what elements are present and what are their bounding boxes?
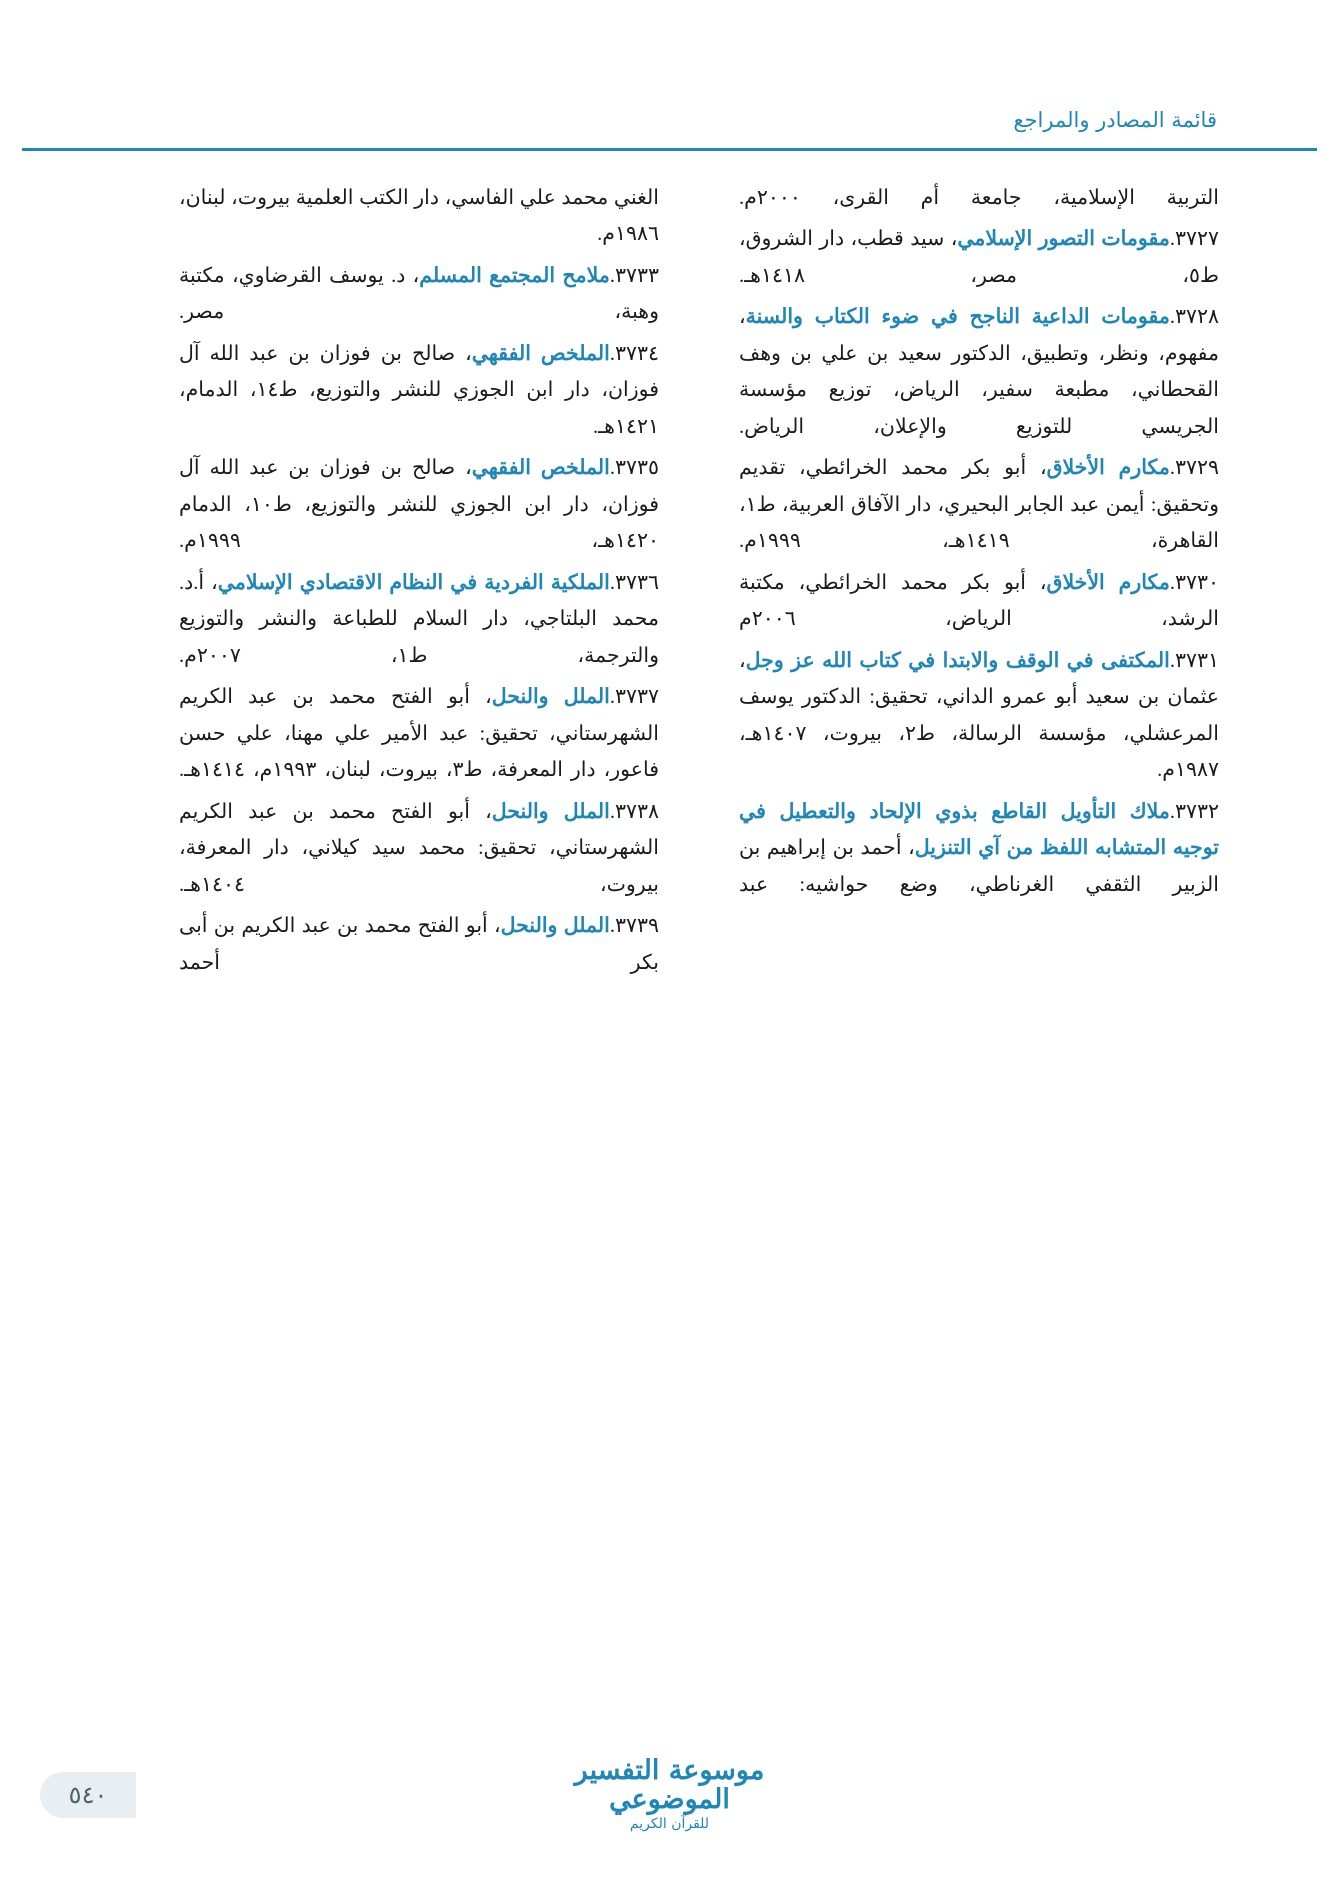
entry-number: ٣٧٣٣. [609,264,659,287]
entry-title: مقومات الداعية الناجح في ضوء الكتاب والسنة [745,306,1170,329]
page-footer [0,1746,1339,1836]
entry-number: ٣٧٣٨. [609,800,660,823]
entry-title: الملخص الفقهي [471,457,610,480]
entry-number: ٣٧٣٥. [609,457,659,480]
entry-details: ، د. يوسف القرضاوي، مكتبة وهبة، مصر. [179,264,659,324]
page-number: ٥٤٠ [40,1772,136,1818]
entry-details: ، أبو بكر محمد الخرائطي، تقديم وتحقيق: أيمن عبد الجابر البحيري، دار الآفاق العربية، ط١، القاهرة، ١٤١٩هـ، ١٩٩٩م. [739,457,1219,553]
entry-title: الملخص الفقهي [471,342,610,365]
entry-details: ، أ.د. محمد البلتاجي، دار السلام للطباعة والنشر والتوزيع والترجمة، ط١، ٢٠٠٧م. [179,571,659,667]
entry-details: ، مفهوم، ونظر، وتطبيق، الدكتور سعيد بن علي بن وهف القحطاني، مطبعة سفير، الرياض، توزيع مؤسسة الجريسي للتوزيع والإعلان، الرياض. [739,306,1219,438]
list-item [179,565,659,674]
list-item [179,450,659,559]
list-item [739,643,1219,789]
entry-number: ٣٧٣٧. [609,686,660,709]
list-item [179,679,659,788]
entry-title: ملامح المجتمع المسلم [419,264,610,287]
entry-title: الملكية الفردية في النظام الاقتصادي الإسلامي [217,571,610,594]
entry-number: ٣٧٢٧. [1169,228,1219,251]
entry-details: ، صالح بن فوزان بن عبد الله آل فوزان، دار ابن الجوزي للنشر والتوزيع، ط١٤، الدمام، ١٤٢١هـ. [179,342,659,438]
entry-title: مقومات التصور الإسلامي [957,228,1170,251]
entry-details: ، أحمد بن إبراهيم بن الزبير الثقفي الغرناطي، وضع حواشيه: عبد [739,837,1219,896]
entry-title: مكارم الأخلاق [1046,571,1170,594]
entry-details: ، سيد قطب، دار الشروق، ط٥، مصر، ١٤١٨هـ. [739,228,1219,287]
entry-title: الملل والنحل [491,800,610,823]
list-item [179,336,659,445]
entry-details: ، أبو الفتح محمد بن عبد الكريم بن أبى بكر أحمد [179,915,659,974]
entry-number: ٣٧٣١. [1169,649,1219,672]
list-item: الغني محمد علي الفاسي، دار الكتب العلمية بيروت، لبنان، ١٩٨٦م. [179,187,659,246]
entry-number: ٣٧٣٦. [609,571,659,594]
bibliography-columns [120,180,1219,1450]
entry-number: ٣٧٢٨. [1169,306,1219,329]
publisher-logo [555,1757,785,1832]
column-left [179,180,659,1450]
entry-number: ٣٧٣٠. [1169,571,1219,594]
list-item [739,221,1219,294]
list-item [179,908,659,981]
header-title: قائمة المصادر والمراجع [1013,108,1217,132]
list-item [739,794,1219,903]
list-item [179,258,659,331]
entry-number: ٣٧٣٩. [609,915,660,938]
list-item [179,794,659,903]
entry-title: الملل والنحل [500,915,610,938]
page-header [0,108,1339,168]
entry-number: ٣٧٢٩. [1169,457,1219,480]
entry-details: ، أبو الفتح محمد بن عبد الكريم الشهرستاني، تحقيق: عبد الأمير علي مهنا، علي حسن فاعور، دار المعرفة، ط٣، بيروت، لبنان، ١٩٩٣م، ١٤١٤هـ. [179,686,660,782]
entry-details: ، عثمان بن سعيد أبو عمرو الداني، تحقيق: الدكتور يوسف المرعشلي، مؤسسة الرسالة، ط٢، بيروت، ١٤٠٧هـ، ١٩٨٧م. [739,649,1219,782]
logo-subtitle: للقرآن الكريم [629,1816,710,1832]
logo-title: موسوعة التفسير الموضوعي [574,1755,765,1815]
entry-number: ٣٧٣٢. [1169,800,1219,823]
list-item [739,450,1219,559]
entry-details: ، صالح بن فوزان بن عبد الله آل فوزان، دار ابن الجوزي للنشر والتوزيع، ط١٠، الدمام ١٤٢٠هـ، ١٩٩٩م. [179,457,659,553]
entry-title: مكارم الأخلاق [1046,457,1170,480]
list-item: التربية الإسلامية، جامعة أم القرى، ٢٠٠٠م. [739,187,1219,209]
entry-details: ، أبو الفتح محمد بن عبد الكريم الشهرستاني، تحقيق: محمد سيد كيلاني، دار المعرفة، بيروت، ١٤٠٤هـ. [179,800,659,896]
entry-title: الملل والنحل [491,686,610,709]
entry-details: ، أبو بكر محمد الخرائطي، مكتبة الرشد، الرياض، ٢٠٠٦م [739,571,1219,631]
list-item [739,565,1219,638]
entry-number: ٣٧٣٤. [609,342,659,365]
entry-title: ملاك التأويل القاطع بذوي الإلحاد والتعطيل في توجيه المتشابه اللفظ من آي التنزيل [739,800,1219,860]
header-divider [22,148,1317,151]
column-right [739,180,1219,1450]
entry-title: المكتفى في الوقف والابتدا في كتاب الله عز وجل [745,649,1170,672]
list-item [739,299,1219,445]
